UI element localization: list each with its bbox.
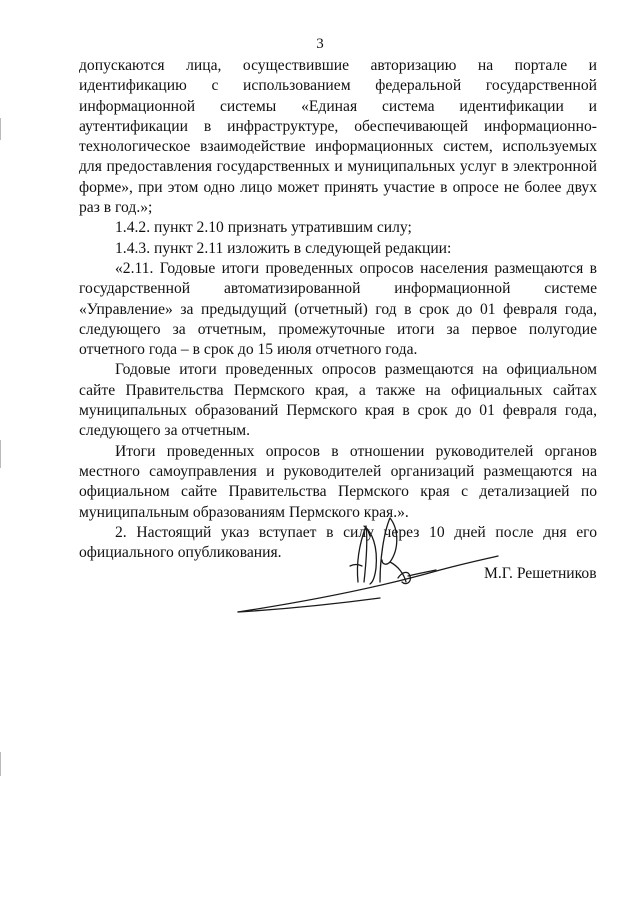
paragraph-continuation: допускаются лица, осуществившие авторизацию на портале и идентификацию с использованием федеральной государственной информационной системы «Единая система идентификации и аутентификации в инфраструктуре, обеспечивающей информационно-технологическое взаимодействие информационных систем, используемых для предоставления государственных и муниципальных услуг в электронной форме», при этом одно лицо может принять участие в опросе не более двух раз в год.»; [79, 57, 597, 217]
scan-edge-mark [0, 752, 1, 776]
paragraph-effective-date: 2. Настоящий указ вступает в силу через 10 дней после дня его официального опубликования. [79, 523, 597, 562]
signer-name: М.Г. Решетников [484, 565, 597, 582]
paragraph-item-1-4-3: 1.4.3. пункт 2.11 изложить в следующей редакции: [115, 239, 452, 257]
paragraph-annual-results: Годовые итоги проведенных опросов размещаются на официальном сайте Правительства Пермского края, а также на официальных сайтах муниципальных образований Пермского края в срок до 01 февраля года, следующего за отчетным. [79, 361, 597, 440]
paragraph-officials-results: Итоги проведенных опросов в отношении руководителей органов местного самоуправления и руководителей организаций размещаются на официальном сайте Правительства Пермского края с детализацией по муниципальным образованиям Пермского края.». [79, 442, 597, 521]
scan-edge-mark [0, 118, 1, 140]
paragraph-item-1-4-2: 1.4.2. пункт 2.10 признать утратившим силу; [115, 219, 412, 237]
page-number: 3 [316, 36, 324, 52]
scan-edge-mark [0, 440, 1, 468]
paragraph-clause-2-11: «2.11. Годовые итоги проведенных опросов населения размещаются в государственной автоматизированной информационной системе «Управление» за предыдущий (отчетный) год в срок до 01 февраля года, следующего за отчетным, промежуточные итоги за первое полугодие отчетного года – в срок до 15 июля отчетного года. [79, 259, 597, 359]
document-body [79, 56, 597, 563]
